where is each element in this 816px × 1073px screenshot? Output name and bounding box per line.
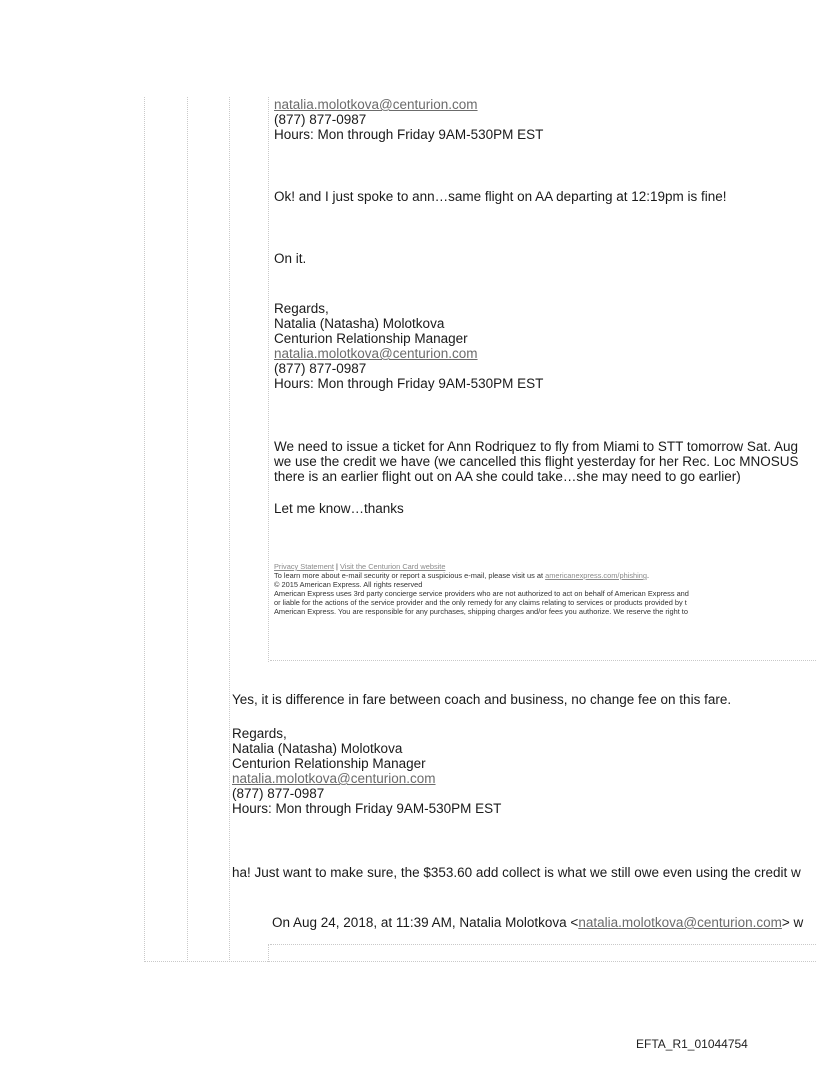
message-text: Yes, it is difference in fare between coach and business, no change fee on this fare. (232, 692, 732, 707)
email-link[interactable]: natalia.molotkova@centurion.com (232, 771, 436, 786)
message-text: On it. (274, 251, 307, 266)
phone-number: (877) 877-0987 (274, 361, 367, 376)
signature-name: Natalia (Natasha) Molotkova (274, 316, 445, 331)
frame-quote-border-1 (187, 97, 188, 962)
phone-number: (877) 877-0987 (274, 112, 367, 127)
message-text: ha! Just want to make sure, the $353.60 add collect is what we still owe even using the credit w (232, 865, 801, 880)
message-line: there is an earlier flight out on AA she could take…she may need to go earlier) (274, 469, 741, 484)
message-text: Ok! and I just spoke to ann…same flight on AA departing at 12:19pm is fine! (274, 189, 727, 204)
frame-bottom-rule (144, 961, 816, 962)
quote-header (272, 915, 803, 930)
email-link[interactable]: natalia.molotkova@centurion.com (274, 346, 478, 361)
office-hours: Hours: Mon through Friday 9AM-530PM EST (274, 127, 544, 142)
footer-disclaimer-line: American Express uses 3rd party concierge service providers who are not authorized to act on behalf of American Express and (274, 589, 689, 598)
document-id: EFTA_R1_01044754 (636, 1037, 748, 1051)
signature-regards: Regards, (232, 726, 287, 741)
footer-learn-end: . (646, 571, 650, 580)
message-line: Let me know…thanks (274, 501, 404, 516)
quote-header-text: On Aug 24, 2018, at 11:39 AM, Natalia Molotkova < (272, 915, 579, 930)
signature-regards: Regards, (274, 301, 329, 316)
inner-quote-top-rule (270, 944, 816, 945)
signature-name: Natalia (Natasha) Molotkova (232, 741, 403, 756)
office-hours: Hours: Mon through Friday 9AM-530PM EST (274, 376, 544, 391)
message-line: we use the credit we have (we cancelled this flight yesterday for her Rec. Loc MNOSUS (274, 454, 799, 469)
quote-header-end: > w (781, 915, 804, 930)
footer-separator: | (333, 562, 341, 571)
inner-quote-border (268, 97, 269, 662)
signature-title: Centurion Relationship Manager (274, 331, 468, 346)
centurion-website-link[interactable]: Visit the Centurion Card website (340, 562, 446, 571)
footer-disclaimer-line: or liable for the actions of the service provider and the only remedy for any claims relating to services or products provided by t (274, 598, 687, 607)
phishing-link[interactable]: americanexpress.com/phishing (545, 571, 647, 580)
email-link[interactable]: natalia.molotkova@centurion.com (274, 97, 478, 112)
footer-copyright: © 2015 American Express. All rights reserved (274, 580, 423, 589)
inner-quote-bottom-rule (270, 660, 816, 661)
office-hours: Hours: Mon through Friday 9AM-530PM EST (232, 801, 502, 816)
footer-disclaimer-line: American Express. You are responsible for any purchases, shipping charges and/or fees you authorize. We reserve the right to (274, 607, 688, 616)
email-link[interactable]: natalia.molotkova@centurion.com (578, 915, 782, 930)
message-line: We need to issue a ticket for Ann Rodriquez to fly from Miami to STT tomorrow Sat. Aug (274, 439, 798, 454)
frame-quote-border-2 (229, 97, 230, 962)
signature-title: Centurion Relationship Manager (232, 756, 426, 771)
phone-number: (877) 877-0987 (232, 786, 325, 801)
inner-quote-border-bottom (268, 944, 269, 962)
privacy-statement-link[interactable]: Privacy Statement (274, 562, 334, 571)
frame-left-border (144, 97, 145, 962)
footer-learn-text: To learn more about e-mail security or report a suspicious e-mail, please visit us at (274, 571, 546, 580)
